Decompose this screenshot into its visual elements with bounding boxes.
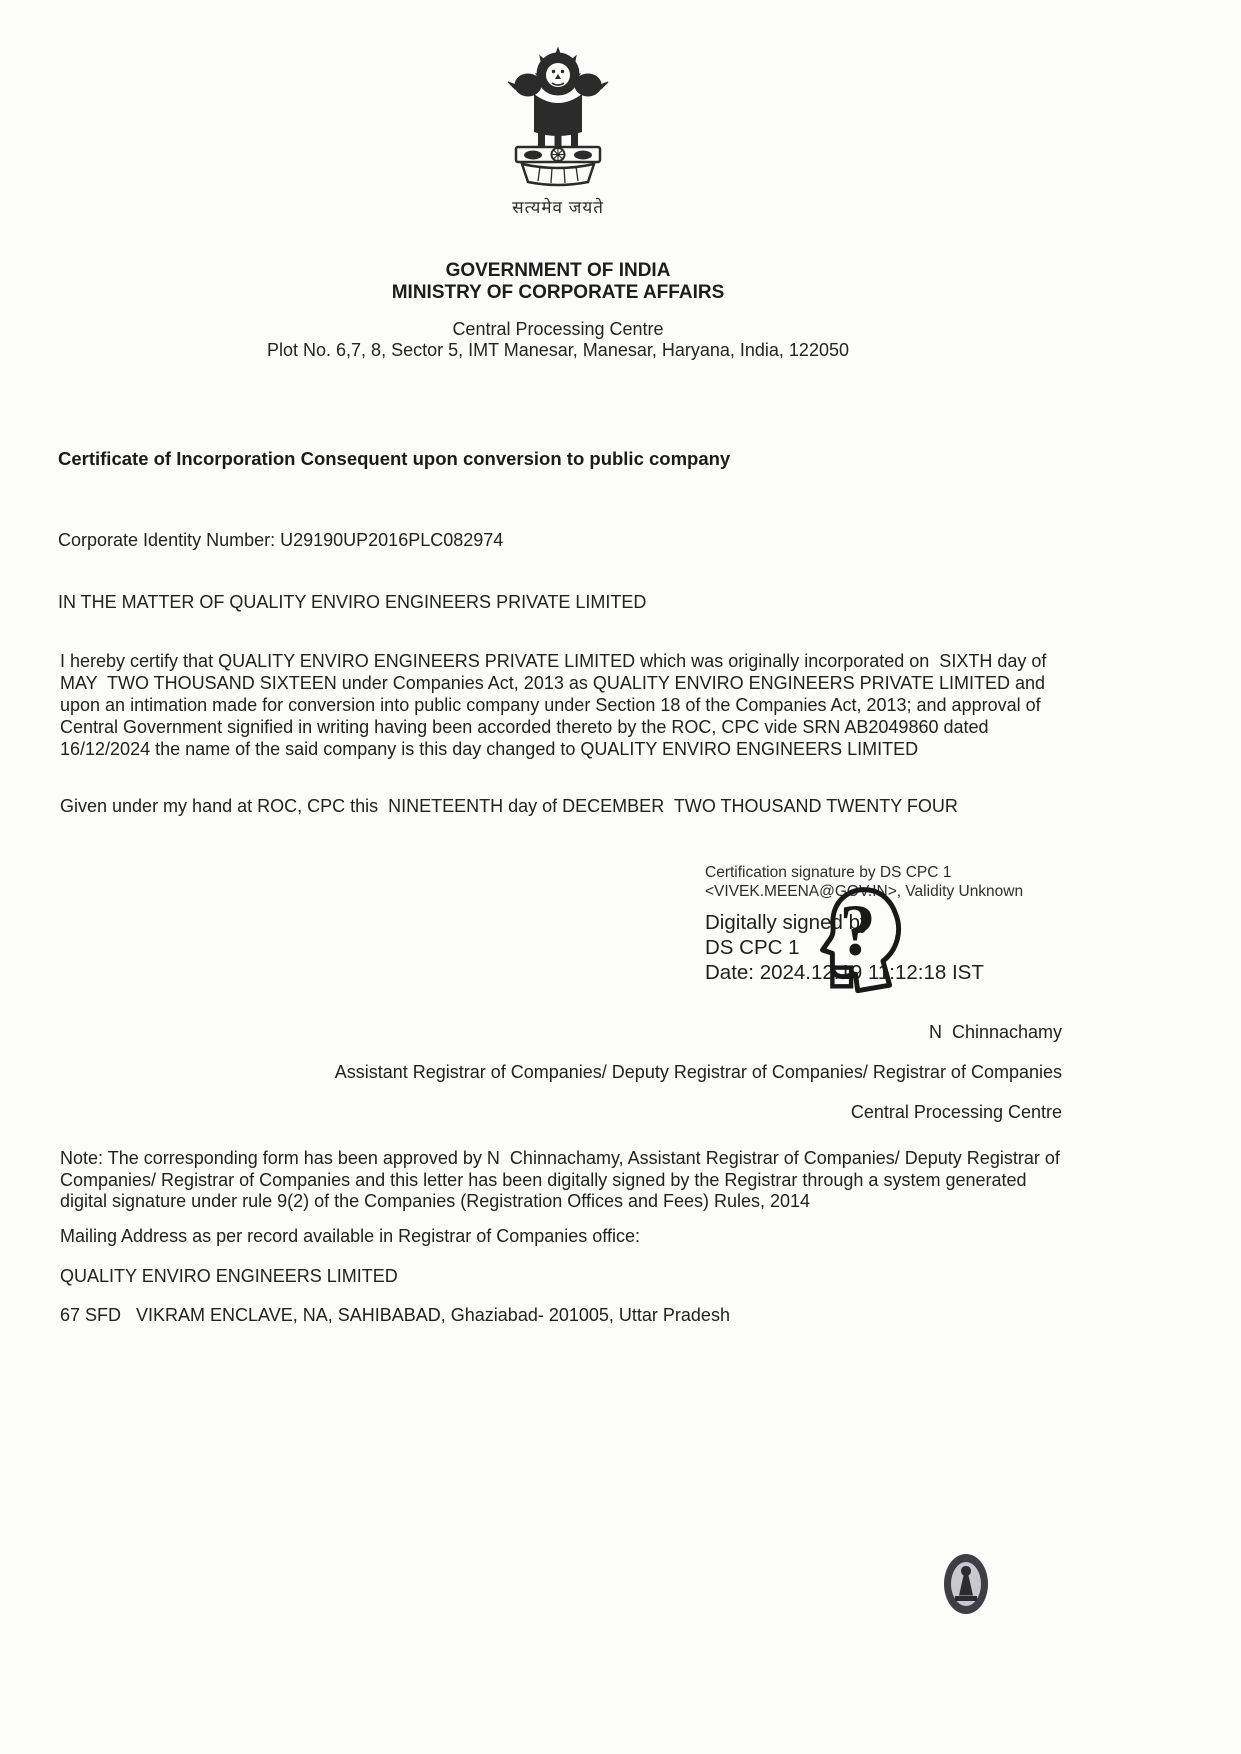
header-address: Plot No. 6,7, 8, Sector 5, IMT Manesar, Manesar, Haryana, India, 122050 [267, 340, 849, 360]
header-office: Central Processing Centre [452, 319, 664, 339]
svg-text:?: ? [839, 889, 876, 971]
validity-unknown-question-head-icon [806, 884, 916, 994]
mailing-company-name: QUALITY ENVIRO ENGINEERS LIMITED [60, 1266, 398, 1286]
signature-email-line: <VIVEK.MEENA@GOV.IN>, Validity Unknown [705, 882, 1024, 900]
document-header [58, 38, 1058, 361]
emblem-motto: सत्यमेव जयते [512, 198, 604, 217]
corporate-identity-number: Corporate Identity Number: U29190UP2016PLC082974 [58, 530, 504, 550]
mailing-address: 67 SFD VIKRAM ENCLAVE, NA, SAHIBABAD, Ghaziabad- 201005, Uttar Pradesh [60, 1305, 730, 1325]
header-ministry: MINISTRY OF CORPORATE AFFAIRS [391, 282, 725, 303]
signer-office: Central Processing Centre [850, 1102, 1062, 1122]
certificate-title: Certificate of Incorporation Consequent upon conversion to public company [58, 448, 731, 469]
signer-designation: Assistant Registrar of Companies/ Deputy Registrar of Companies/ Registrar of Companies [334, 1062, 1062, 1082]
header-government: GOVERNMENT OF INDIA [445, 260, 671, 281]
given-line: Given under my hand at ROC, CPC this NINETEENTH day of DECEMBER TWO THOUSAND TWENTY FOUR [60, 796, 958, 816]
signature-signed-by: Digitally signed by [705, 911, 871, 934]
matter-line: IN THE MATTER OF QUALITY ENVIRO ENGINEERS PRIVATE LIMITED [58, 592, 647, 612]
mailing-address-label: Mailing Address as per record available in Registrar of Companies office: [60, 1226, 640, 1246]
signature-signer-id: DS CPC 1 [705, 936, 800, 959]
certificate-body: I hereby certify that QUALITY ENVIRO ENGINEERS PRIVATE LIMITED which was originally incorporated on SIXTH day of MAY TWO THOUSAND SIXTEEN under Companies Act, 2013 as QUALITY ENVIRO ENGINEERS PRIVATE LIMITED and upon an intimation made for conversion into public company under Section 18 of the Companies Act, 2013; and approval of Central Government signified in writing having been accorded thereto by the ROC, CPC vide SRN AB2049860 dated 16/12/2024 the name of the said company is this day changed to QUALITY ENVIRO ENGINEERS LIMITED [60, 651, 1052, 759]
stamp-emblem-icon [942, 1552, 990, 1616]
emblem-of-india-icon [58, 38, 1058, 193]
signature-cert-line: Certification signature by DS CPC 1 [705, 864, 952, 881]
signer-name: N Chinnachamy [928, 1022, 1062, 1042]
note-paragraph: Note: The corresponding form has been approved by N Chinnachamy, Assistant Registrar of Companies/ Deputy Registrar of Companies/ Registrar of Companies and this letter has been digitally signed by the Registrar through a system generated digital signature under rule 9(2) of the Companies (Registration Offices and Fees) Rules, 2014 [60, 1148, 1065, 1211]
signature-date: Date: 2024.12.19 11:12:18 IST [705, 961, 984, 984]
